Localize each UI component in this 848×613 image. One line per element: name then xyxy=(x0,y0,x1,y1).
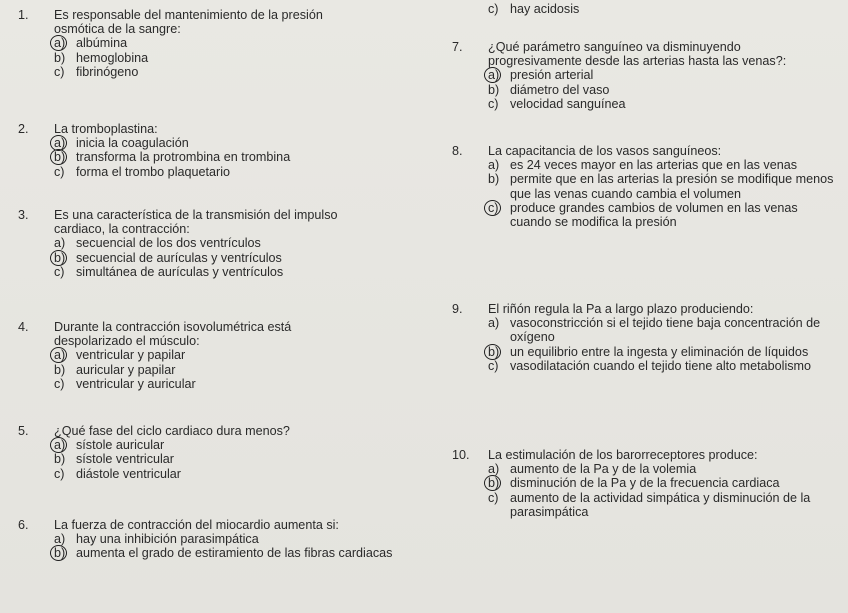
answer-option xyxy=(18,532,418,546)
question-text: ¿Qué fase del ciclo cardiaco dura menos? xyxy=(54,424,290,438)
option-text: transforma la protrombina en trombina xyxy=(76,150,291,165)
option-text: vasoconstricción si el tejido tiene baja concentración de oxígeno xyxy=(510,316,821,345)
question xyxy=(18,320,418,391)
question-number: 8. xyxy=(452,144,463,158)
answer-option xyxy=(18,165,418,179)
answer-option xyxy=(18,348,418,362)
question xyxy=(18,8,418,79)
option-text: disminución de la Pa y de la frecuencia cardiaca xyxy=(510,476,780,491)
option-letter: b) xyxy=(54,150,76,164)
option-text: simultánea de aurículas y ventrículos xyxy=(76,264,284,279)
question-number xyxy=(18,222,54,236)
option-letter: c) xyxy=(488,2,499,16)
question xyxy=(18,424,418,481)
question-number: 2. xyxy=(18,122,29,136)
question-text: osmótica de la sangre: xyxy=(54,22,181,37)
question-number: 6. xyxy=(18,518,29,532)
left-column xyxy=(18,8,418,608)
option-letter: c) xyxy=(488,96,499,111)
option-letter: c) xyxy=(488,201,510,229)
question-number: 10. xyxy=(452,448,470,462)
option-letter: a) xyxy=(488,158,500,173)
answer-option xyxy=(18,363,418,377)
answer-option xyxy=(18,65,418,79)
question-text: Es una característica de la transmisión del impulso xyxy=(54,208,338,222)
option-text: secuencial de los dos ventrículos xyxy=(76,236,261,251)
option-letter: a) xyxy=(54,136,76,150)
question-number: 4. xyxy=(18,320,29,334)
question xyxy=(18,208,418,279)
answer-option xyxy=(452,201,842,229)
question-number: 9. xyxy=(452,302,463,316)
answer-option xyxy=(452,462,842,476)
question-number: 3. xyxy=(18,208,29,222)
answer-option xyxy=(452,158,842,172)
option-letter: b) xyxy=(488,172,500,187)
question-text: progresivamente desde las arterias hasta las venas?: xyxy=(488,54,787,69)
question-text-line xyxy=(18,208,418,222)
question-number xyxy=(18,334,54,348)
option-text: albúmina xyxy=(76,36,128,51)
question-number: 1. xyxy=(18,8,29,22)
option-letter: c) xyxy=(54,64,65,79)
question-number xyxy=(452,54,488,68)
option-letter: b) xyxy=(54,362,66,377)
answer-option xyxy=(452,345,842,359)
option-text: forma el trombo plaquetario xyxy=(76,164,231,179)
option-letter: b) xyxy=(488,476,510,490)
question-text-line xyxy=(452,448,842,462)
option-letter: b) xyxy=(488,345,510,359)
answer-option-carry-over xyxy=(452,2,579,16)
option-text: secuencial de aurículas y ventrículos xyxy=(76,250,282,265)
option-text: diástole ventricular xyxy=(76,466,181,481)
option-text: hemoglobina xyxy=(76,50,149,65)
answer-option xyxy=(452,476,842,490)
answer-option xyxy=(18,251,418,265)
question-text: despolarizado el músculo: xyxy=(54,334,200,349)
question-text: cardiaco, la contracción: xyxy=(54,222,190,237)
question-text-line xyxy=(452,144,842,158)
option-text: sístole auricular xyxy=(76,438,165,453)
question-text: Es responsable del mantenimiento de la presión xyxy=(54,8,323,22)
right-column xyxy=(452,2,842,612)
answer-option xyxy=(452,97,842,111)
question xyxy=(452,302,842,373)
option-text: aumento de la actividad simpática y disminución de la parasimpática xyxy=(510,490,811,519)
question-text-line xyxy=(18,222,418,236)
option-letter: c) xyxy=(54,376,65,391)
option-text: hay una inhibición parasimpática xyxy=(76,532,259,547)
question-text: La capacitancia de los vasos sanguíneos: xyxy=(488,144,722,158)
option-letter: b) xyxy=(54,50,66,65)
option-text: ventricular y papilar xyxy=(76,348,186,363)
answer-option xyxy=(18,438,418,452)
question-text-line xyxy=(18,334,418,348)
option-letter: c) xyxy=(54,164,65,179)
option-letter: a) xyxy=(54,532,66,547)
answer-option xyxy=(452,316,842,344)
option-text: velocidad sanguínea xyxy=(510,96,626,111)
answer-option xyxy=(452,359,842,373)
answer-option xyxy=(452,68,842,82)
option-letter: b) xyxy=(54,452,66,467)
option-letter: a) xyxy=(54,438,76,452)
question xyxy=(452,144,842,229)
question-text: La estimulación de los barorreceptores produce: xyxy=(488,448,758,462)
answer-option xyxy=(18,452,418,466)
option-text: fibrinógeno xyxy=(76,64,139,79)
question-text-line xyxy=(452,40,842,54)
option-letter: c) xyxy=(54,264,65,279)
option-text: presión arterial xyxy=(510,68,594,83)
option-text: es 24 veces mayor en las arterias que en las venas xyxy=(510,158,798,173)
question-text: Durante la contracción isovolumétrica está xyxy=(54,320,292,334)
option-text: hay acidosis xyxy=(510,2,580,16)
answer-option xyxy=(452,83,842,97)
question xyxy=(18,122,418,179)
question-text-line xyxy=(18,518,418,532)
question-number xyxy=(18,22,54,36)
option-letter: b) xyxy=(54,251,76,265)
question xyxy=(18,518,418,561)
option-letter: b) xyxy=(488,82,500,97)
option-letter: a) xyxy=(54,348,76,362)
option-letter: a) xyxy=(488,316,500,331)
option-text: aumento de la Pa y de la volemia xyxy=(510,462,697,477)
question-text-line xyxy=(18,320,418,334)
answer-option xyxy=(18,36,418,50)
question-text-line xyxy=(452,302,842,316)
option-text: sístole ventricular xyxy=(76,452,174,467)
answer-option xyxy=(18,265,418,279)
option-text: produce grandes cambios de volumen en las venas cuando se modifica la presión xyxy=(510,200,798,230)
option-text: diámetro del vaso xyxy=(510,82,610,97)
answer-option xyxy=(18,467,418,481)
option-text: vasodilatación cuando el tejido tiene alto metabolismo xyxy=(510,358,812,373)
question xyxy=(452,448,842,519)
answer-option xyxy=(18,546,418,560)
question-text: ¿Qué parámetro sanguíneo va disminuyendo xyxy=(488,40,741,54)
answer-option xyxy=(452,172,842,200)
option-text: auricular y papilar xyxy=(76,362,176,377)
option-text: inicia la coagulación xyxy=(76,136,189,151)
option-text: un equilibrio entre la ingesta y eliminación de líquidos xyxy=(510,344,809,359)
question-text: La fuerza de contracción del miocardio aumenta si: xyxy=(54,518,339,532)
question-text-line xyxy=(18,22,418,36)
option-text: permite que en las arterias la presión se modifique menos que las venas cuando cambia el volumen xyxy=(510,172,834,201)
option-letter: c) xyxy=(488,490,499,505)
option-text: aumenta el grado de estiramiento de las fibras cardiacas xyxy=(76,546,393,561)
answer-option xyxy=(18,236,418,250)
option-text: ventricular y auricular xyxy=(76,376,196,391)
option-letter: a) xyxy=(54,236,66,251)
question-number: 5. xyxy=(18,424,29,438)
question xyxy=(452,40,842,111)
answer-option xyxy=(18,136,418,150)
option-letter: a) xyxy=(54,36,76,50)
option-letter: a) xyxy=(488,68,510,82)
answer-option xyxy=(452,491,842,519)
option-letter: b) xyxy=(54,546,76,560)
answer-option xyxy=(18,150,418,164)
answer-option xyxy=(18,377,418,391)
question-number: 7. xyxy=(452,40,463,54)
question-text: La tromboplastina: xyxy=(54,122,158,136)
question-text-line xyxy=(18,424,418,438)
question-text-line xyxy=(18,8,418,22)
answer-option xyxy=(18,51,418,65)
option-letter: a) xyxy=(488,462,500,477)
question-text: El riñón regula la Pa a largo plazo produciendo: xyxy=(488,302,754,316)
option-letter: c) xyxy=(54,466,65,481)
option-letter: c) xyxy=(488,358,499,373)
question-text-line xyxy=(18,122,418,136)
question-text-line xyxy=(452,54,842,68)
